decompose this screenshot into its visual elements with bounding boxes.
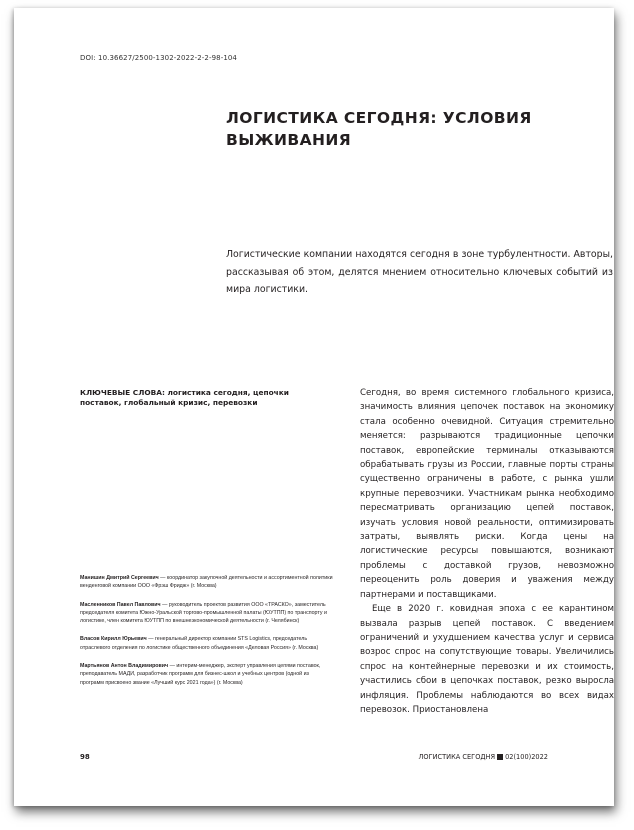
author-info: — координатор закупочной деятельности и ассортиментной политики венденговой компании ООО «Фрэш Фридж» (г. Москва) bbox=[80, 575, 333, 590]
article-title-line-2: ВЫЖИВАНИЯ bbox=[226, 131, 352, 149]
author-info: — интерим-менеджер, эксперт управления цепями поставок, преподаватель МАДИ, разработчик программ для бизнес-школ и учебных центров (одной из программ присвоено звание «Лучший курс 2021 года») (г. Москва) bbox=[80, 663, 321, 686]
body-paragraph: Еще в 2020 г. ковидная эпоха с ее карантином вызвала разрыв цепей поставок. С введением ограничений и ухудшением качества услуг и сервиса возрос спрос на сопутствующие товары. Увеличились спрос на контейнерные перевозки и их стоимость, участились сбои в цепочках поставок, резко выросла инфляция. Проблемы наблюдаются во всех видах перевозок. Приостановлена bbox=[360, 604, 614, 715]
issue-number: 02(100)2022 bbox=[505, 753, 548, 761]
author-name: Манишин Дмитрий Сергеевич bbox=[80, 575, 159, 581]
author-name: Власов Кирилл Юрьевич bbox=[80, 636, 147, 643]
author-entry bbox=[80, 601, 334, 626]
square-separator-icon bbox=[497, 754, 503, 760]
author-name: Мартьянов Антон Владимирович bbox=[80, 663, 169, 670]
journal-page bbox=[14, 8, 614, 806]
author-entry bbox=[80, 662, 334, 687]
author-entry bbox=[80, 635, 334, 652]
body-paragraph: Сегодня, во время системного глобального кризиса, значимость влияния цепочек поставок на экономику стала особенно очевидной. Ситуация стремительно меняется: разрываются традиционные цепочки поставок, европейские терминалы отказываются обрабатывать грузы из России, главные порты страны существенно ограничены в работе, с рынка ушли крупные перевозчики. Участникам рынка необходимо пересматривать организацию цепей поставок, изучать условия новой реальности, оптимизировать затраты, выявлять риски. Когда цены на логистические ресурсы повышаются, возникают проблемы с доставкой грузов, невозможно переоценить роль доверия и уважения между партнерами и поставщиками. bbox=[360, 388, 614, 600]
author-list bbox=[80, 574, 334, 697]
article-body bbox=[360, 386, 614, 717]
article-abstract: Логистические компании находятся сегодня в зоне турбулентности. Авторы, рассказывая об этом, делятся мнением относительно ключевых событий из мира логистики. bbox=[226, 249, 613, 295]
author-info: — генеральный директор компании STS Logistics, председатель отраслевого отделения по логистике общественного объединения «Деловая Россия» (г. Москва) bbox=[80, 636, 319, 651]
article-title bbox=[226, 107, 556, 151]
keywords: КЛЮЧЕВЫЕ СЛОВА: логистика сегодня, цепочки поставок, глобальный кризис, перевозки bbox=[80, 388, 289, 408]
author-name: Масленников Павел Павлович bbox=[80, 601, 161, 608]
page-number: 98 bbox=[80, 753, 90, 761]
author-info: — руководитель проектов развития ООО «ТРАСКО», заместитель председателя комитета Южно-Уральской торгово-промышленной палаты (ЮУТПП) по транспорту и логистике, член комитета ЮУТПП по внешнеэкономической деятельности (г. Челябинск) bbox=[80, 601, 327, 625]
article-title-line-1: ЛОГИСТИКА СЕГОДНЯ: УСЛОВИЯ bbox=[226, 109, 532, 127]
author-entry bbox=[80, 574, 334, 591]
doi-label: DOI: 10.36627/2500-1302-2022-2-2-98-104 bbox=[80, 54, 237, 62]
running-footer bbox=[418, 753, 548, 761]
journal-name: ЛОГИСТИКА СЕГОДНЯ bbox=[418, 753, 496, 761]
